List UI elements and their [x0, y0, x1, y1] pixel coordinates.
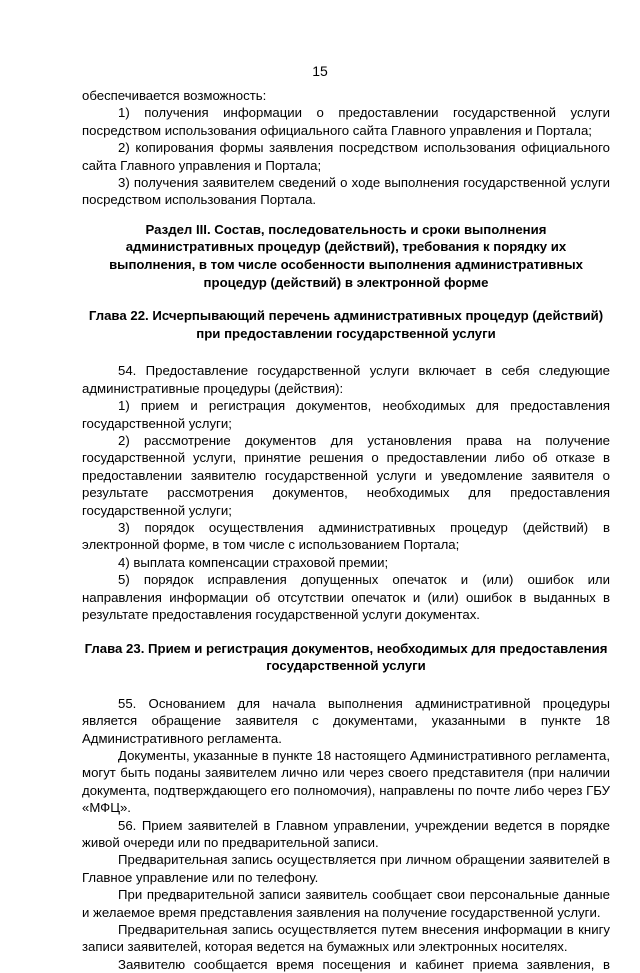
- chapter-heading: Глава 23. Прием и регистрация документов, необходимых для предоставления государственной услуги: [84, 640, 608, 674]
- paragraph: 2) копирования формы заявления посредством использования официального сайта Главного управления и Портала;: [82, 140, 610, 173]
- paragraph: 1) получения информации о предоставлении государственной услуги посредством использования официального сайта Главного управления и Портала;: [82, 105, 610, 138]
- paragraph: Предварительная запись осуществляется путем внесения информации в книгу записи заявителей, которая ведется на бумажных или электронных носителях.: [82, 921, 610, 955]
- paragraph: При предварительной записи заявитель сообщает свои персональные данные и желаемое время представления заявления на получение государственной услуги.: [82, 887, 610, 920]
- list-item: 4) выплата компенсации страховой премии;: [118, 554, 389, 570]
- paragraph: 3) получения заявителем сведений о ходе выполнения государственной услуги посредством использования Портала.: [82, 175, 610, 208]
- section-heading: Раздел III. Состав, последовательность и сроки выполнения административных процедур (действий), требования к порядку их выполнения, в том числе особенности выполнения административных процедур (действий) в электронной форме: [109, 221, 583, 290]
- page-number: 15: [312, 63, 328, 79]
- paragraph: 56. Прием заявителей в Главном управлении, учреждении ведется в порядке живой очереди или по предварительной записи.: [82, 817, 610, 850]
- paragraph: 54. Предоставление государственной услуги включает в себя следующие административные процедуры (действия):: [82, 363, 610, 396]
- list-item: 5) порядок исправления допущенных опечаток и (или) ошибок или направления информации об отсутствии опечаток и (или) ошибок в выданных в результате предоставления государственной услуги документах.: [82, 572, 610, 623]
- chapter-heading: Глава 22. Исчерпывающий перечень административных процедур (действий) при предоставлении государственной услуги: [88, 308, 604, 341]
- paragraph: Предварительная запись осуществляется при личном обращении заявителей в Главное управление или по телефону.: [82, 852, 610, 885]
- list-item: 2) рассмотрение документов для установления права на получение государственной услуги, принятие решения о предоставлении либо об отказе в предоставлении заявителю государственной услуги и уведомление заявителя о результате рассмотрения документов, необходимых для предоставления государственной услуги;: [82, 433, 610, 518]
- list-item: 1) прием и регистрация документов, необходимых для предоставления государственной услуги;: [82, 398, 610, 431]
- paragraph: Заявителю сообщается время посещения и кабинет приема заявления, в: [118, 956, 610, 972]
- paragraph: обеспечивается возможность:: [82, 88, 267, 103]
- paragraph: Документы, указанные в пункте 18 настоящего Административного регламента, могут быть поданы заявителем лично или через своего представителя (при наличии документа, подтверждающего его полномочия), направлены по почте либо через ГБУ «МФЦ».: [82, 747, 610, 816]
- list-item: 3) порядок осуществления административных процедур (действий) в электронной форме, в том числе с использованием Портала;: [82, 520, 610, 553]
- page-content: [82, 87, 610, 973]
- paragraph: 55. Основанием для начала выполнения административной процедуры является обращение заявителя с документами, указанными в пункте 18 Административного регламента.: [82, 695, 610, 746]
